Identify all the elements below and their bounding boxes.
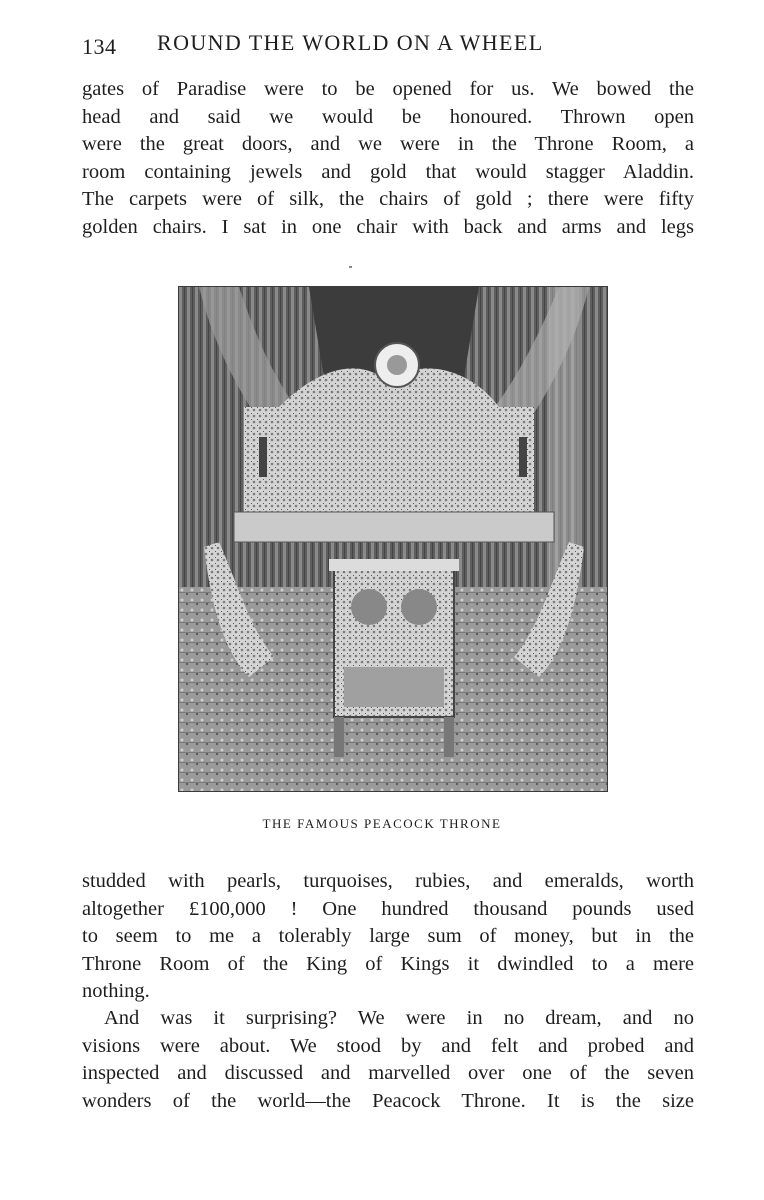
text-line: studded with pearls, turquoises, rubies, and emeralds, worth	[82, 870, 694, 892]
text-line: were the great doors, and we were in the Throne Room, a	[82, 133, 694, 155]
text-line: The carpets were of silk, the chairs of gold ; there were fifty	[82, 188, 694, 210]
text-line: gates of Paradise were to be opened for us. We bowed the	[82, 78, 694, 100]
paragraph-3	[82, 1005, 694, 1115]
print-speck	[349, 266, 352, 268]
text-line: wonders of the world—the Peacock Throne. It is the size	[82, 1089, 694, 1112]
running-title: ROUND THE WORLD ON A WHEEL	[157, 30, 544, 55]
peacock-throne-photograph	[178, 286, 608, 792]
text-line: nothing.	[82, 980, 150, 1002]
text-line: inspected and discussed and marvelled over one of the seven	[82, 1062, 694, 1084]
text-line: head and said we would be honoured. Thrown open	[82, 105, 694, 128]
text-line: And was it surprising? We were in no dream, and no	[104, 1007, 694, 1029]
text-line: altogether £100,000 ! One hundred thousand pounds used	[82, 897, 694, 920]
figure-caption: THE FAMOUS PEACOCK THRONE	[262, 816, 502, 831]
text-line: room containing jewels and gold that would stagger Aladdin.	[82, 160, 694, 183]
paragraph-1	[82, 76, 694, 241]
text-line: Throne Room of the King of Kings it dwindled to a mere	[82, 952, 694, 975]
paragraph-2	[82, 868, 694, 1006]
page-header	[82, 30, 702, 64]
page-number: 134	[82, 34, 117, 59]
text-line: visions were about. We stood by and felt and probed and	[82, 1034, 694, 1057]
text-line: golden chairs. I sat in one chair with back and arms and legs	[82, 215, 694, 238]
text-line: to seem to me a tolerably large sum of money, but in the	[82, 925, 694, 947]
